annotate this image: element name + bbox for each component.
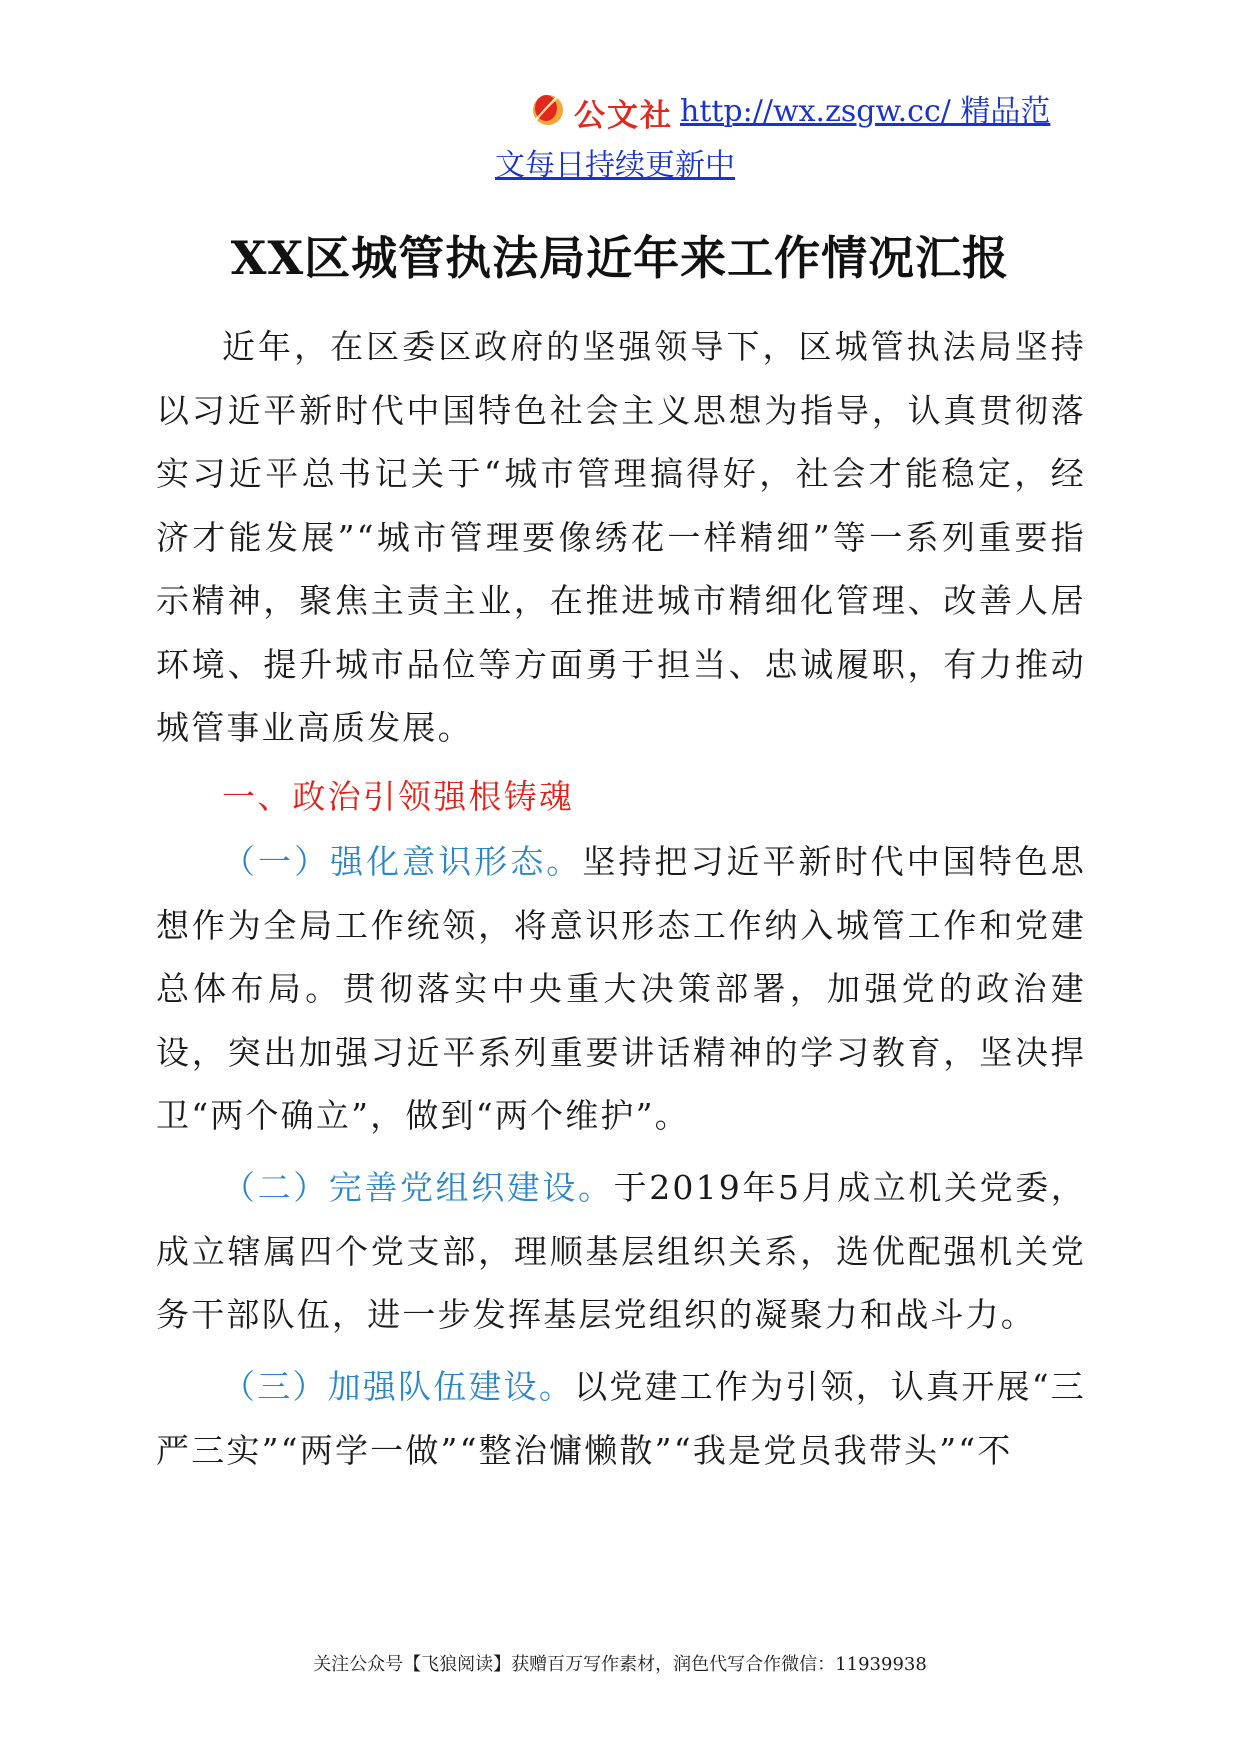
item-subheading: （三）加强队伍建设。 [222,1367,575,1406]
header [495,80,1080,183]
intro-paragraph: 近年，在区委区政府的坚强领导下，区城管执法局坚持以习近平新时代中国特色社会主义思想为指导，认真贯彻落实习近平总书记关于“城市管理搞得好，社会才能稳定，经济才能发展”“城市管理要像绣花一样精细”等一系列重要指示精神，聚焦主责主业，在推进城市精细化管理、改善人居环境、提升城市品位等方面勇于担当、忠诚履职，有力推动城管事业高质发展。 [156,327,1086,747]
item-text: 坚持把习近平新时代中国特色思想作为全局工作统领，将意识形态工作纳入城管工作和党建总体布局。贯彻落实中央重大决策部署，加强党的政治建设，突出加强习近平系列重要讲话精神的学习教育，坚决捍卫“两个确立”，做到“两个维护”。 [156,842,1086,1135]
logo-text: 公文社 [574,98,673,134]
item-subheading: （二）完善党组织建设。 [222,1168,614,1207]
website-link-continued[interactable]: 文每日持续更新中 [495,148,735,183]
quill-logo-icon [528,88,568,128]
section-heading: 一、政治引领强根铸魂 [222,777,574,816]
item-paragraph [156,1355,1086,1482]
item-text: 以党建工作为引领，认真开展“三严三实”“两学一做”“整治慵懒散”“我是党员我带头”“不 [156,1367,1087,1470]
footer-note: 关注公众号【飞狼阅读】获赠百万写作素材，润色代写合作微信：11939938 [313,1654,927,1675]
item-subheading: （一）强化意识形态。 [222,842,583,881]
item-paragraph [156,1156,1086,1347]
item-text: 于2019年5月成立机关党委，成立辖属四个党支部，理顺基层组织关系，选优配强机关党务干部队伍，进一步发挥基层党组织的凝聚力和战斗力。 [156,1168,1086,1334]
logo [520,88,673,134]
website-link[interactable]: http://wx.zsgw.cc/ 精品范 [680,94,1051,129]
document-title: XX区城管执法局近年来工作情况汇报 [230,231,1010,285]
item-paragraph [156,830,1086,1148]
